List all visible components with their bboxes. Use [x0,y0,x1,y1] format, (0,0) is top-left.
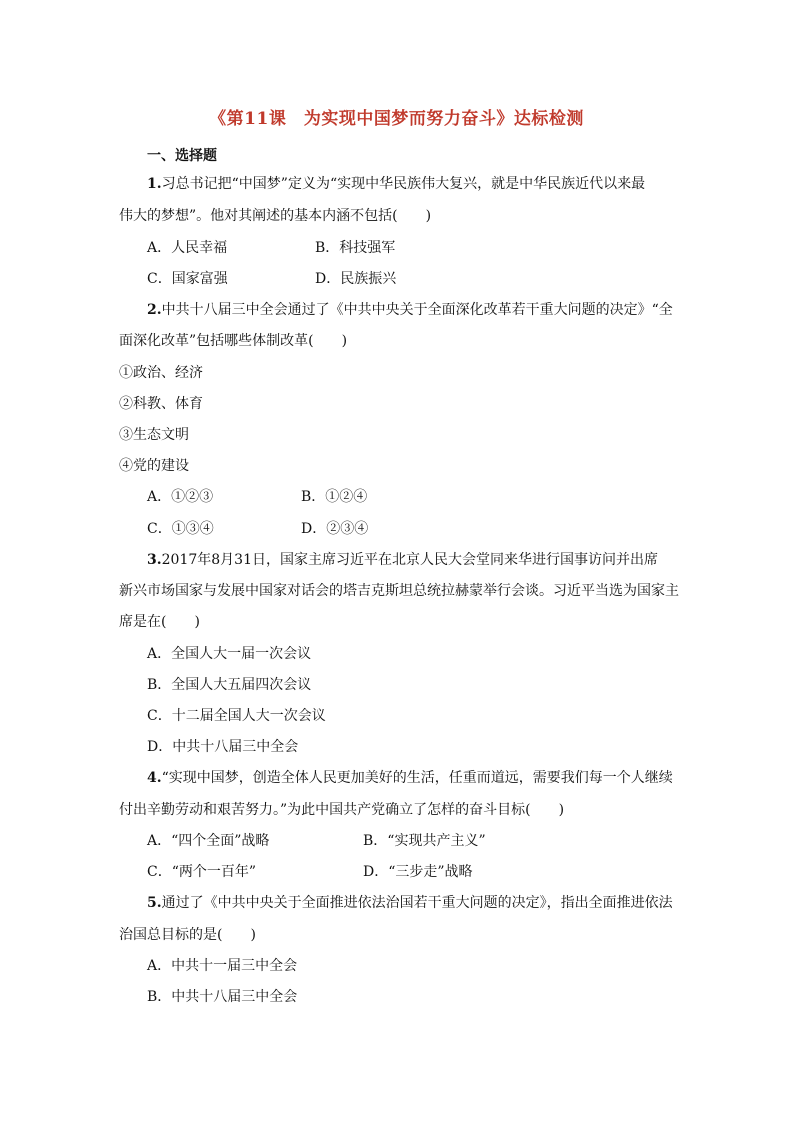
q1-option-c: C．国家富强 [147,271,228,287]
q5-number: 5. [147,895,162,911]
q3-option-c: C．十二届全国人大一次会议 [147,708,326,724]
document-title: 《第11课 为实现中国梦而努力奋斗》达标检测 [209,109,584,129]
q5-option-b: B．中共十八届三中全会 [147,989,298,1005]
q1-option-d: D．民族振兴 [315,271,397,287]
q2-option-c: C．①③④ [147,521,214,537]
q2-line1: 2.中共十八届三中全会通过了《中共中央关于全面深化改革若干重大问题的决定》“全 [147,302,673,318]
q5-option-a: A．中共十一届三中全会 [147,958,298,974]
section-heading: 一、选择题 [147,148,217,164]
q3-line2: 新兴市场国家与发展中国家对话会的塔吉克斯坦总统拉赫蒙举行会谈。习近平当选为国家主 [119,583,679,599]
q3-number: 3. [147,552,162,568]
q4-number: 4. [147,770,162,786]
q2-option-a: A．①②③ [147,489,214,505]
q1-option-b: B．科技强军 [315,240,396,256]
q3-option-b: B．全国人大五届四次会议 [147,677,312,693]
q1-line1: 1.习总书记把“中国梦”定义为“实现中华民族伟大复兴，就是中华民族近代以来最 [147,176,646,192]
q2-line2: 面深化改革”包括哪些体制改革( ) [119,333,348,349]
q3-option-d: D．中共十八届三中全会 [147,739,299,755]
q4-line2: 付出辛勤劳动和艰苦努力。”为此中国共产党确立了怎样的奋斗目标( ) [119,802,565,818]
q4-line1: 4.“实现中国梦，创造全体人民更加美好的生活，任重而道远，需要我们每一个人继续 [147,770,673,786]
q1-line2: 伟大的梦想”。他对其阐述的基本内涵不包括( ) [119,208,432,224]
q5-line2: 治国总目标的是( ) [119,927,256,943]
q1-option-a: A．人民幸福 [147,240,228,256]
q2-option-d: D．②③④ [301,521,369,537]
q2-item-4: ④党的建设 [119,458,189,474]
q2-item-3: ③生态文明 [119,427,189,443]
q3-line1: 3.2017年8月31日，国家主席习近平在北京人民大会堂同来华进行国事访问并出席 [147,552,658,568]
q1-number: 1. [147,176,162,192]
q4-option-a: A．“四个全面”战略 [147,833,270,849]
q2-number: 2. [147,302,162,318]
q2-option-b: B．①②④ [301,489,368,505]
q2-item-1: ①政治、经济 [119,365,203,381]
q4-option-b: B．“实现共产主义” [363,833,486,849]
q3-option-a: A．全国人大一届一次会议 [147,646,312,662]
q4-option-c: C．“两个一百年” [147,864,257,880]
q4-option-d: D．“三步走”战略 [363,864,473,880]
q2-item-2: ②科教、体育 [119,396,203,412]
q5-line1: 5.通过了《中共中央关于全面推进依法治国若干重大问题的决定》，指出全面推进依法 [147,895,673,911]
q3-line3: 席是在( ) [119,614,200,630]
